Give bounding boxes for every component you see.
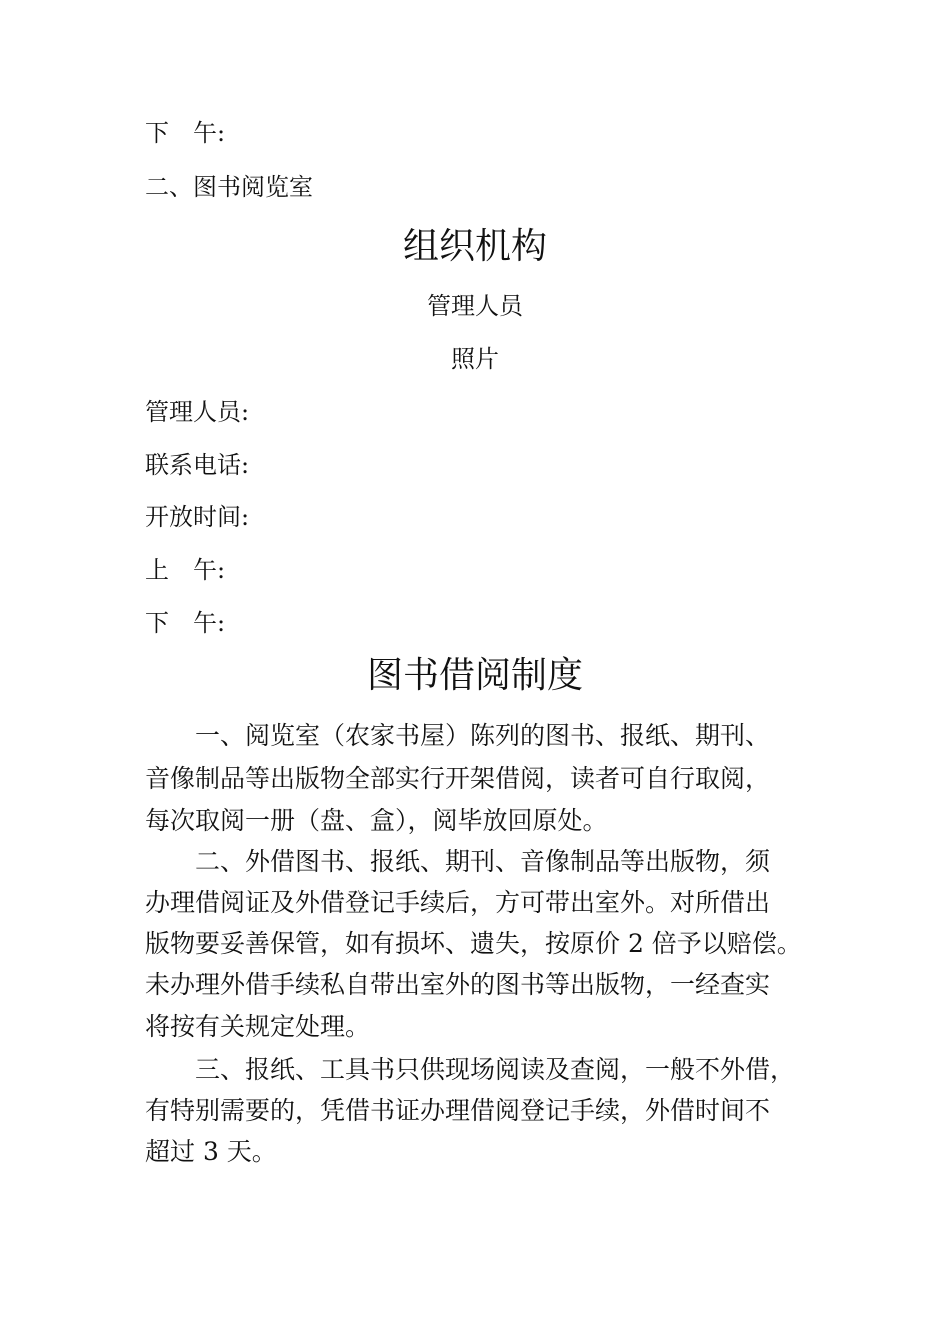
morning-label: 上 午: (145, 556, 226, 584)
paragraph-line: 超过 3 天。 (145, 1137, 277, 1166)
paragraph-line: 三、报纸、工具书只供现场阅读及查阅，一般不外借， (195, 1055, 796, 1084)
org-title: 组织机构 (402, 226, 547, 267)
hours-label: 开放时间: (145, 503, 250, 531)
paragraph-line: 未办理外借手续私自带出室外的图书等出版物，一经查实 (145, 970, 771, 999)
paragraph-line: 一、阅览室（农家书屋）陈列的图书、报纸、期刊、 (195, 721, 771, 750)
staff-label: 管理人员: (145, 398, 250, 426)
paragraph-line: 版物要妥善保管，如有损坏、遗失，按原价 2 倍予以赔偿。 (145, 929, 802, 958)
paragraph-line: 音像制品等出版物全部实行开架借阅，读者可自行取阅， (145, 764, 771, 793)
paragraph-line: 办理借阅证及外借登记手续后，方可带出室外。对所借出 (145, 888, 771, 917)
phone-label: 联系电话: (145, 451, 250, 479)
paragraph-line: 二、外借图书、报纸、期刊、音像制品等出版物，须 (195, 847, 771, 876)
staff-heading: 管理人员 (427, 292, 523, 320)
policy-title: 图书借阅制度 (366, 655, 583, 696)
afternoon-label: 下 午: (145, 609, 226, 637)
paragraph-line: 有特别需要的，凭借书证办理借阅登记手续，外借时间不 (145, 1096, 771, 1125)
section-title: 二、图书阅览室 (145, 173, 313, 201)
afternoon-label: 下 午: (145, 119, 226, 147)
paragraph-line: 将按有关规定处理。 (145, 1012, 371, 1041)
photo-label: 照片 (451, 345, 499, 373)
paragraph-line: 每次取阅一册（盘、盒），阅毕放回原处。 (145, 806, 608, 835)
